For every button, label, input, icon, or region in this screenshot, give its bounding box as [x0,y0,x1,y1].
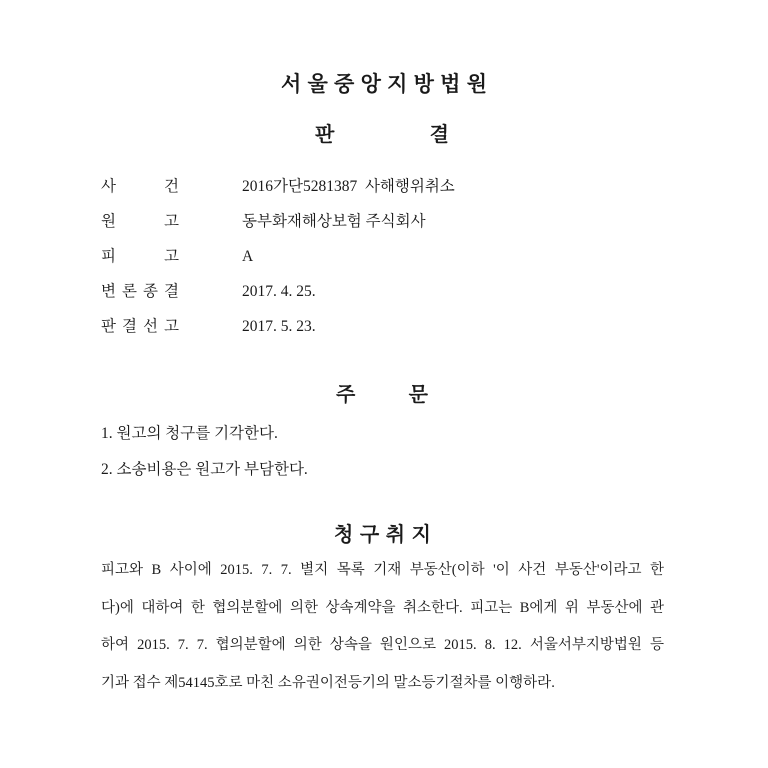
case-number-value: 2016가단5281387 사해행위취소 [242,178,455,195]
court-name-title: 서 울 중 앙 지 방 법 원 [281,72,487,96]
plaintiff-row [101,211,455,233]
hearing-closed-date: 2017. 4. 25. [242,283,316,300]
plaintiff-value: 동부화재해상보험 주식회사 [242,213,426,230]
claim-line-2: 다)에 대하여 한 협의분할에 의한 상속계약을 취소한다. 피고는 B에게 위 부동산에 관 [101,599,664,616]
document-type-title: 판 결 [315,124,449,146]
case-number-label: 사 건 [101,178,179,195]
order-items [101,423,308,495]
judgment-date-value: 2017. 5. 23. [242,318,316,335]
claim-paragraph [101,552,664,702]
claim-line-4: 기과 접수 제54145호로 마친 소유권이전등기의 말소등기절차를 이행하라. [101,674,555,691]
claim-line-3: 하여 2015. 7. 7. 협의분할에 의한 상속을 원인으로 2015. 8. 12. 서울서부지방법원 등 [101,637,664,653]
order-item-1: 1. 원고의 청구를 기각한다. [101,425,278,442]
claim-line-1: 피고와 B 사이에 2015. 7. 7. 별지 목록 기재 부동산(이하 '이 사건 부동산'이라고 한 [101,562,664,578]
hearing-closed-row [101,281,455,303]
order-section-heading: 주 문 [336,384,428,406]
judgment-date-row [101,316,455,338]
order-item-2: 2. 소송비용은 원고가 부담한다. [101,461,308,478]
case-number-row [101,176,455,198]
defendant-row [101,246,455,268]
plaintiff-label: 원 고 [101,213,179,230]
case-info-section [101,176,455,351]
hearing-closed-label: 변 론 종 결 [101,283,179,300]
judgment-date-label: 판 결 선 고 [101,318,179,335]
claim-section-heading: 청 구 취 지 [334,524,431,546]
defendant-label: 피 고 [101,248,179,265]
defendant-value: A [242,248,254,265]
